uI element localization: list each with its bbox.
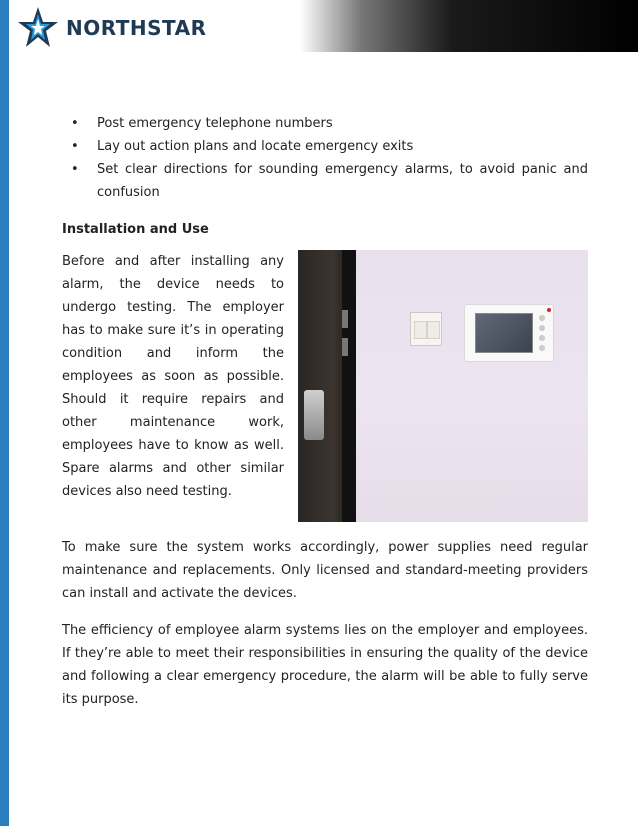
paragraph-testing: Before and after installing any alarm, the device needs to undergo testing. The employer has to make sure it’s in operating condition and inform the employees as soon as possible. Should it require repairs and other maintenance work, employees have to know as well. Spare alarms and other similar devices also need testing. bbox=[62, 254, 284, 499]
door-handle-image-part bbox=[304, 390, 324, 440]
hinge-image-part bbox=[342, 338, 348, 356]
paragraph-efficiency: The efficiency of employee alarm systems lies on the employer and employees. If they’re able to meet their responsibilities in ensuring the quality of the device and following a clear emergency procedure, the alarm will be able to fully serve its purpose. bbox=[62, 623, 588, 707]
section-heading: Installation and Use bbox=[62, 222, 209, 237]
section-body bbox=[62, 250, 588, 522]
alarm-screen-image-part bbox=[475, 313, 533, 353]
alarm-device-image-part bbox=[464, 304, 554, 362]
brand-name: NORTHSTAR bbox=[66, 16, 207, 40]
switch-button-image-part bbox=[427, 321, 440, 339]
bullet-dot-icon: • bbox=[71, 116, 79, 131]
list-item bbox=[62, 135, 588, 158]
door-edge-image-part bbox=[342, 250, 356, 522]
device-key-image-part bbox=[539, 345, 545, 351]
hinge-image-part bbox=[342, 310, 348, 328]
list-item bbox=[62, 112, 588, 135]
accent-sidebar-bar bbox=[0, 0, 9, 826]
list-item-text: Set clear directions for sounding emergency alarms, to avoid panic and confusion bbox=[97, 162, 588, 200]
device-led-image-part bbox=[547, 308, 551, 312]
alarm-panel-photo bbox=[298, 250, 588, 522]
list-item-text: Post emergency telephone numbers bbox=[97, 116, 333, 131]
bullet-dot-icon: • bbox=[71, 162, 79, 177]
document-body bbox=[62, 112, 588, 711]
bullet-dot-icon: • bbox=[71, 139, 79, 154]
northstar-star-icon bbox=[16, 5, 60, 51]
switch-button-image-part bbox=[414, 321, 427, 339]
list-item bbox=[62, 158, 588, 204]
device-key-image-part bbox=[539, 315, 545, 321]
device-key-image-part bbox=[539, 335, 545, 341]
wall-switch-image-part bbox=[410, 312, 442, 346]
list-item-text: Lay out action plans and locate emergency exits bbox=[97, 139, 414, 154]
paragraph-maintenance: To make sure the system works accordingly, power supplies need regular maintenance and replacements. Only licensed and standard-meeting providers can install and activate the devices. bbox=[62, 540, 588, 601]
bullet-list bbox=[62, 112, 588, 204]
device-key-image-part bbox=[539, 325, 545, 331]
brand-logo bbox=[16, 4, 207, 52]
header-dark-band bbox=[300, 0, 638, 52]
